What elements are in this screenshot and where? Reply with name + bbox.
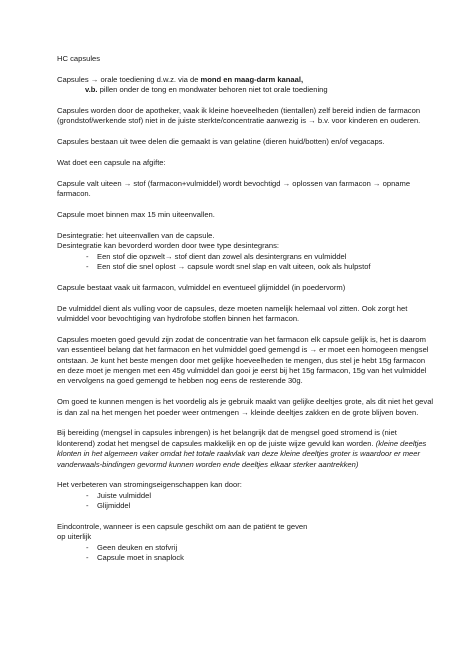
intro-vb-text: pillen onder de tong en mondwater behoren niet tot orale toediening [97, 85, 328, 95]
paragraph-question: Wat doet een capsule na afgifte: [57, 158, 166, 167]
bereiding-text: Bij bereiding (mengsel in capsules inbrengen) is het belangrijk dat de mengsel goed stromend is (niet klonterend) zodat het mengsel de capsules makkelijk en op de juiste wijze gevuld kan worden. [57, 428, 397, 448]
paragraph-deeltjes: Om goed te kunnen mengen is het voordelig als je gebruik maakt van gelijke deeltjes grote, als dit niet het geval is dan zal na het mengen het poeder weer ontmengen → kleinde deeltjes zakken en de grote blijven boven. [57, 397, 434, 417]
paragraph-bereiding [57, 428, 434, 470]
intro-line-1 [57, 75, 434, 85]
list-item: - Een stof die opzwelt→ stof dient dan zowel als desintergrans en vulmiddel [57, 252, 434, 262]
list-item: - Een stof die snel oplost → capsule wordt snel slap en valt uiteen, ook als hulpstof [57, 262, 434, 272]
desintegrans-list [57, 252, 434, 273]
eindcontrole-subheading: op uiterlijk [57, 532, 92, 542]
paragraph-apotheker: Capsules worden door de apotheker, vaak ik kleine hoeveelheden (tientallen) zelf bereid indien de farmacon (grondstof/werkende stof) niet in de juiste sterkte/concentratie aanwezig is → b.v. voor kinderen en ouderen. [57, 106, 421, 126]
desintegratie-intro: Desintegratie kan bevorderd worden door twee type desintegrans: [57, 241, 280, 251]
paragraph-gevuld: Capsules moeten goed gevuld zijn zodat de concentratie van het farmacon elk capsule gelijk is, het is daarom van essentieel belang dat het farmacon en het vulmiddel goed gemengd is → er moet een homogeen mengsel ontstaan. Je kunt het beste mengen door met gelijke hoeveelheden te mengen, dus stel je hebt 15g farmacon en deze moet je mengen met een 45g vulmiddel dan gooi je eerst bij het 15g farmacon, 15g van het vulmiddel en vervolgens na goed gemengd te hebben nog eens de resterende 30g. [57, 334, 429, 386]
intro-bold-term: mond en maag-darm kanaal, [200, 74, 304, 84]
list-item: - Geen deuken en stofvrij [57, 543, 434, 553]
stroming-list [57, 491, 434, 512]
document-title: HC capsules [57, 54, 101, 63]
paragraph-gelatine: Capsules bestaan uit twee delen die gemaakt is van gelatine (dieren huid/botten) en/of vegacaps. [57, 137, 385, 147]
list-item: - Juiste vulmiddel [57, 491, 434, 501]
intro-vb-label: v.b. [85, 85, 98, 95]
paragraph-uiteenvallen: Capsule valt uiteen → stof (farmacon+vulmiddel) wordt bevochtigd → oplossen van farmacon → opname farmacon. [57, 178, 411, 199]
desintegratie-definition: Desintegratie: het uiteenvallen van de capsule. [57, 230, 215, 240]
list-item: - Capsule moet in snaplock [57, 553, 434, 563]
paragraph-15-min: Capsule moet binnen max 15 min uiteenvallen. [57, 210, 215, 219]
paragraph-bestaat: Capsule bestaat vaak uit farmacon, vulmiddel en eventueel glijmiddel (in poedervorm) [57, 282, 346, 292]
stroming-heading: Het verbeteren van stromingseigenschappen kan door: [57, 480, 242, 490]
paragraph-vulmiddel: De vulmiddel dient als vulling voor de capsules, deze moeten namelijk helemaal vol zitten. Ook zorgt het vulmiddel voor bevochtiging van hydrofobe stoffen binnen het farmacon. [57, 303, 408, 324]
intro-line-2 [57, 85, 434, 95]
eindcontrole-heading: Eindcontrole, wanneer is een capsule geschikt om aan de patiënt te geven [57, 522, 308, 532]
eindcontrole-list [57, 543, 434, 564]
intro-text: Capsules → orale toediening d.w.z. via de [57, 74, 201, 84]
bereiding-italic-note: (kleine deeltjes klonten in het algemeen vaker omdat het totale raakvlak van deze kleine deeltjes groter is waardoor er meer vanderwaals-bindingen gevormd kunnen worden ende deeltjes elkaar sterker aantrekken) [57, 438, 427, 469]
list-item: - Glijmiddel [57, 501, 434, 511]
